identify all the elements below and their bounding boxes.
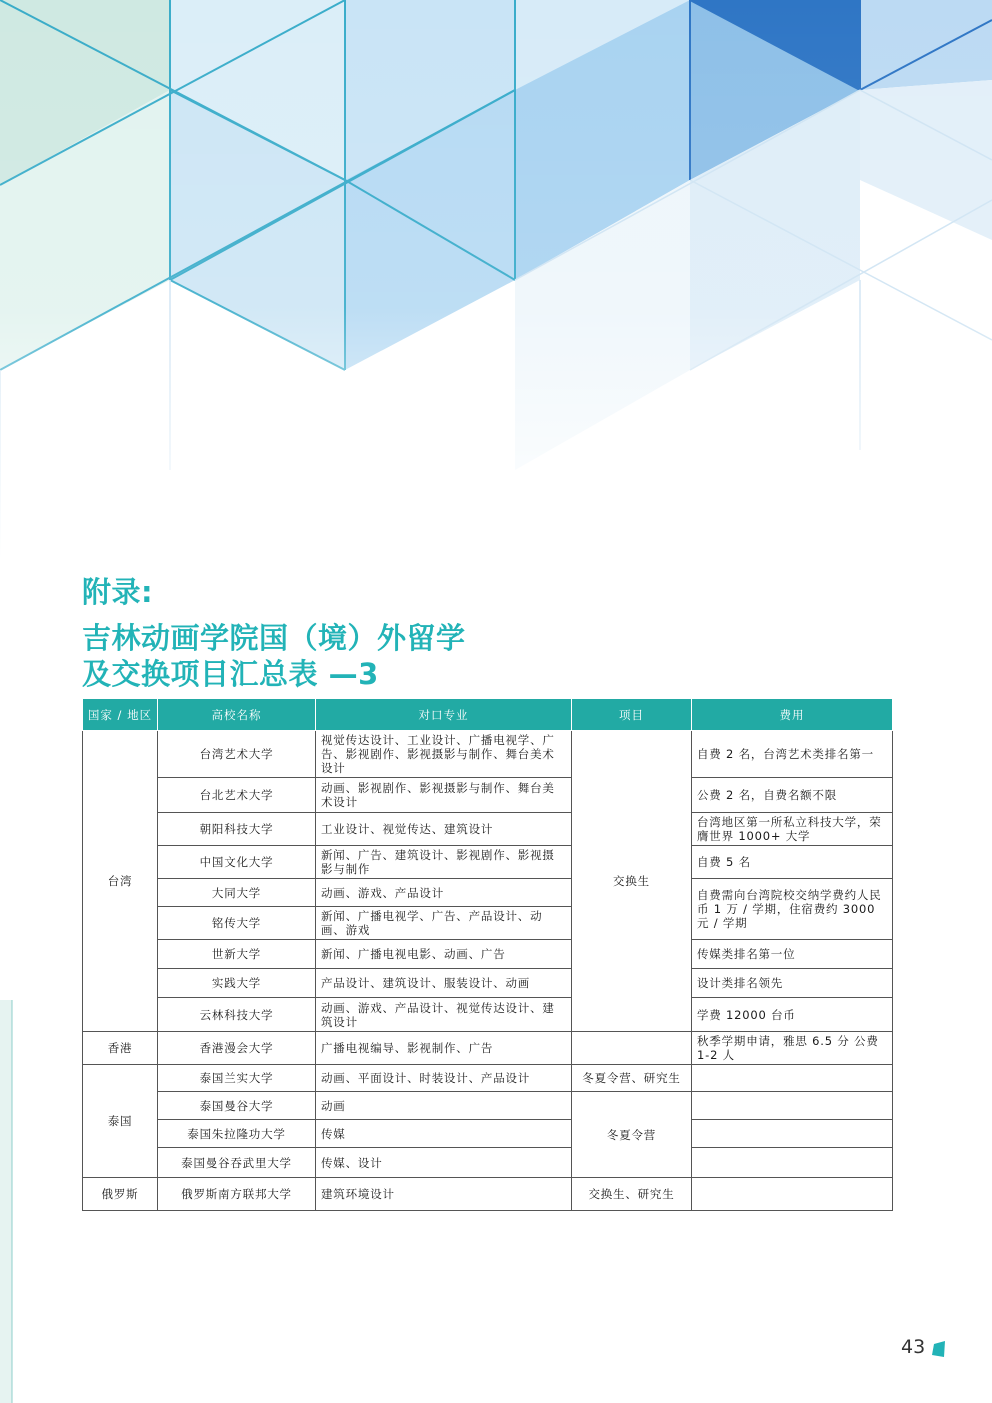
table-row <box>83 731 893 778</box>
program-cell: 冬夏令营、研究生 <box>572 1065 692 1092</box>
fee-cell: 自费需向台湾院校交纳学费约人民币 1 万 / 学期，住宿费约 3000 元 / 学期 <box>692 879 893 940</box>
major-cell: 新闻、广播电视学、广告、产品设计、动画、游戏 <box>316 907 572 940</box>
region-cell: 香港 <box>83 1032 158 1065</box>
header-school: 高校名称 <box>158 699 316 731</box>
header-major: 对口专业 <box>316 699 572 731</box>
program-cell: 冬夏令营 <box>572 1092 692 1178</box>
appendix-label: 附录: <box>82 575 154 609</box>
school-cell: 铭传大学 <box>158 907 316 940</box>
page-title-line-2: 及交换项目汇总表 —3 <box>82 657 379 691</box>
school-cell: 台湾艺术大学 <box>158 731 316 778</box>
major-cell: 建筑环境设计 <box>316 1178 572 1211</box>
fee-cell <box>692 1120 893 1148</box>
fee-cell <box>692 1148 893 1178</box>
major-cell: 动画 <box>316 1092 572 1120</box>
left-edge-decoration <box>0 1000 14 1403</box>
school-cell: 实践大学 <box>158 969 316 998</box>
major-cell: 动画、游戏、产品设计 <box>316 879 572 907</box>
fee-cell: 学费 12000 台币 <box>692 998 893 1032</box>
program-cell: 交换生 <box>572 731 692 1032</box>
table-row <box>83 813 893 846</box>
table-row <box>83 1065 893 1092</box>
page-number: 43 <box>901 1336 926 1358</box>
fee-cell: 台湾地区第一所私立科技大学，荣膺世界 1000+ 大学 <box>692 813 893 846</box>
region-cell: 台湾 <box>83 731 158 1032</box>
school-cell: 香港漫会大学 <box>158 1032 316 1065</box>
title-block <box>82 574 466 692</box>
table-row <box>83 940 893 969</box>
school-cell: 朝阳科技大学 <box>158 813 316 846</box>
table-row <box>83 969 893 998</box>
fee-cell: 设计类排名领先 <box>692 969 893 998</box>
school-cell: 泰国曼谷吞武里大学 <box>158 1148 316 1178</box>
header-program: 项目 <box>572 699 692 731</box>
region-cell: 俄罗斯 <box>83 1178 158 1211</box>
header-fee: 费用 <box>692 699 893 731</box>
major-cell: 传媒、设计 <box>316 1148 572 1178</box>
major-cell: 新闻、广播电视电影、动画、广告 <box>316 940 572 969</box>
fee-cell <box>692 1178 893 1211</box>
program-cell: 交换生、研究生 <box>572 1178 692 1211</box>
major-cell: 动画、影视剧作、影视摄影与制作、舞台美术设计 <box>316 778 572 813</box>
school-cell: 中国文化大学 <box>158 846 316 879</box>
major-cell: 视觉传达设计、工业设计、广播电视学、广告、影视剧作、影视摄影与制作、舞台美术设计 <box>316 731 572 778</box>
school-cell: 大同大学 <box>158 879 316 907</box>
program-cell <box>572 1032 692 1065</box>
table-row <box>83 1092 893 1120</box>
fee-cell: 自费 2 名，台湾艺术类排名第一 <box>692 731 893 778</box>
fee-cell: 自费 5 名 <box>692 846 893 879</box>
fee-cell: 传媒类排名第一位 <box>692 940 893 969</box>
geometric-background <box>0 0 992 560</box>
school-cell: 云林科技大学 <box>158 998 316 1032</box>
page-corner-mark-icon <box>932 1341 946 1357</box>
fee-cell <box>692 1092 893 1120</box>
table-row <box>83 1120 893 1148</box>
major-cell: 新闻、广告、建筑设计、影视剧作、影视摄影与制作 <box>316 846 572 879</box>
fee-cell <box>692 1065 893 1092</box>
major-cell: 产品设计、建筑设计、服装设计、动画 <box>316 969 572 998</box>
table-row <box>83 879 893 907</box>
table-row <box>83 846 893 879</box>
school-cell: 世新大学 <box>158 940 316 969</box>
exchange-summary-table <box>82 698 893 1211</box>
region-cell: 泰国 <box>83 1065 158 1178</box>
major-cell: 动画、平面设计、时装设计、产品设计 <box>316 1065 572 1092</box>
major-cell: 动画、游戏、产品设计、视觉传达设计、建筑设计 <box>316 998 572 1032</box>
school-cell: 泰国兰实大学 <box>158 1065 316 1092</box>
table-row <box>83 998 893 1032</box>
table-header-row <box>83 699 893 731</box>
table-row <box>83 1032 893 1065</box>
table-row <box>83 1178 893 1211</box>
school-cell: 俄罗斯南方联邦大学 <box>158 1178 316 1211</box>
table-row <box>83 778 893 813</box>
school-cell: 泰国朱拉隆功大学 <box>158 1120 316 1148</box>
header-region: 国家 / 地区 <box>83 699 158 731</box>
school-cell: 台北艺术大学 <box>158 778 316 813</box>
fee-cell: 公费 2 名，自费名额不限 <box>692 778 893 813</box>
fee-cell: 秋季学期申请，雅思 6.5 分 公费 1-2 人 <box>692 1032 893 1065</box>
school-cell: 泰国曼谷大学 <box>158 1092 316 1120</box>
page-title-line-1: 吉林动画学院国（境）外留学 <box>82 621 466 655</box>
table-row <box>83 1148 893 1178</box>
major-cell: 工业设计、视觉传达、建筑设计 <box>316 813 572 846</box>
major-cell: 传媒 <box>316 1120 572 1148</box>
major-cell: 广播电视编导、影视制作、广告 <box>316 1032 572 1065</box>
